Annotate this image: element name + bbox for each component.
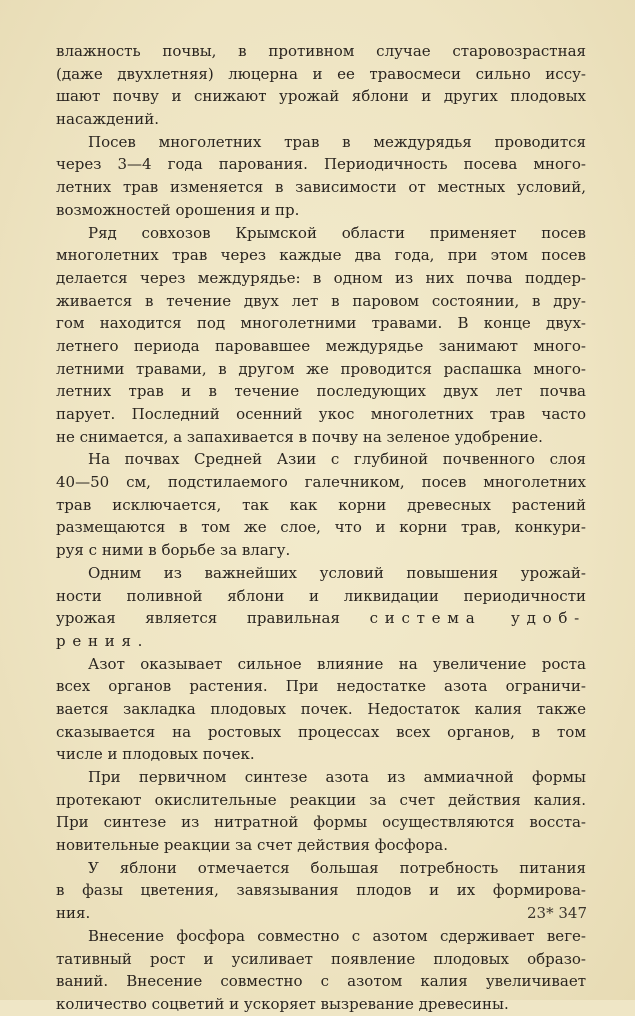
text-line: У яблони отмечается большая потребность питания xyxy=(88,858,586,877)
text-line: На почвах Средней Азии с глубиной почвенного слоя xyxy=(88,450,586,469)
text-line: парует. Последний осенний укос многолетних трав часто xyxy=(56,405,586,423)
text-line: руя с ними в борьбе за влагу. xyxy=(56,541,291,560)
text-line: вается закладка плодовых почек. Недостаток калия также xyxy=(56,699,586,718)
emphasized-word-tail: удоб- xyxy=(511,609,586,628)
text-line: новительные реакции за счет действия фосфора. xyxy=(56,836,449,855)
text-line: ния. xyxy=(56,904,91,923)
text-line: насаждений. xyxy=(56,110,159,129)
text-line: тативный рост и усиливает появление плодовых образо- xyxy=(56,949,586,968)
text-line: живается в течение двух лет в паровом состоянии, в дру- xyxy=(56,291,586,310)
text-line: числе и плодовых почек. xyxy=(56,745,255,764)
text-line: Азот оказывает сильное влияние на увеличение роста xyxy=(88,654,586,673)
emphasized-word-end: рения. xyxy=(56,631,150,650)
text-line: летнего периода паровавшее междурядье занимают много- xyxy=(56,336,586,355)
text-line: (даже двухлетняя) люцерна и ее травосмеси сильно иссу- xyxy=(56,64,586,83)
body-text xyxy=(56,40,586,1016)
text-line: летних трав изменяется в зависимости от местных условий, xyxy=(56,178,586,197)
text-line: гом находится под многолетними травами. В конце двух- xyxy=(56,314,586,333)
text-line: летних трав и в течение последующих двух лет почва xyxy=(56,382,586,401)
text-line: шают почву и снижают урожай яблони и других плодовых xyxy=(56,87,586,106)
text-fragment: урожая является правильная xyxy=(56,609,340,628)
emphasized-word: система xyxy=(369,609,482,628)
text-line: Посев многолетних трав в междурядья проводится xyxy=(88,132,586,151)
text-line: Одним из важнейших условий повышения урожай- xyxy=(88,563,586,582)
text-line: влажность почвы, в противном случае старовозрастная xyxy=(56,42,586,60)
text-line: многолетних трав через каждые два года, при этом посев xyxy=(56,246,586,265)
text-line: трав исключается, так как корни древесных растений xyxy=(56,495,586,514)
text-line: через 3—4 года парования. Периодичность посева много- xyxy=(56,155,586,174)
text-line xyxy=(56,607,586,630)
text-line: Внесение фосфора совместно с азотом сдерживает веге- xyxy=(88,926,586,945)
text-line: сказывается на ростовых процессах всех органов, в том xyxy=(56,722,586,741)
text-line: количество соцветий и ускоряет вызревание древесины. xyxy=(56,994,509,1013)
text-line: 40—50 см, подстилаемого галечником, посев многолетних xyxy=(56,473,586,492)
text-line: ваний. Внесение совместно с азотом калия увеличивает xyxy=(56,972,586,991)
text-line: ности поливной яблони и ликвидации периодичности xyxy=(56,586,586,605)
text-line: При синтезе из нитратной формы осуществляются восста- xyxy=(56,813,586,832)
text-line: возможностей орошения и пр. xyxy=(56,200,300,219)
text-line: всех органов растения. При недостатке азота ограничи- xyxy=(56,677,586,696)
text-line: протекают окислительные реакции за счет действия калия. xyxy=(56,790,586,809)
text-line: размещаются в том же слое, что и корни трав, конкури- xyxy=(56,518,586,537)
text-line: Ряд совхозов Крымской области применяет посев xyxy=(88,223,586,242)
text-line: летними травами, в другом же проводится распашка много- xyxy=(56,359,586,378)
page-number: 23* 347 xyxy=(527,904,587,922)
text-line: в фазы цветения, завязывания плодов и их формирова- xyxy=(56,881,586,900)
text-line: делается через междурядье: в одном из них почва поддер- xyxy=(56,268,586,287)
text-line: При первичном синтезе азота из аммиачной формы xyxy=(88,768,586,786)
text-line: не снимается, а запахивается в почву на зеленое удобрение. xyxy=(56,427,543,446)
